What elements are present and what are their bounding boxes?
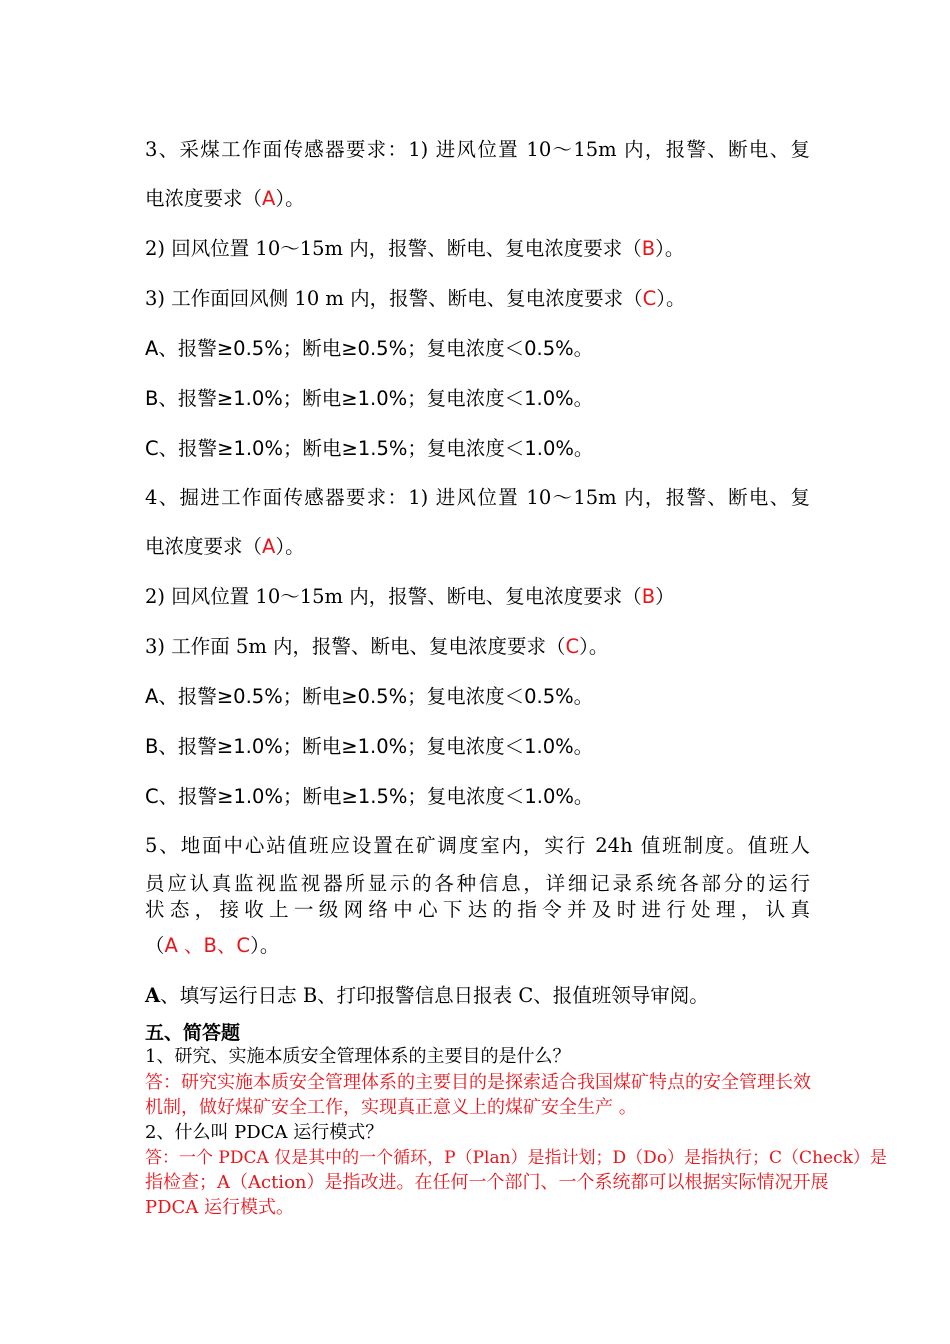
q5-stem-line3: 状态，接收上一级网络中心下达的指令并及时进行处理，认真: [145, 898, 810, 921]
q4-option-a: A、报警≥0.5%；断电≥0.5%；复电浓度＜0.5%。: [145, 685, 594, 708]
answer-mark: A: [262, 187, 276, 210]
short-a2-line1: 答：一个 PDCA 仅是其中的一个循环，P（Plan）是指计划；D（Do）是指执行；C（Check）是: [145, 1148, 887, 1168]
q3-stem-line1: 3、采煤工作面传感器要求：1) 进风位置 10～15m 内，报警、断电、复: [145, 138, 810, 161]
q4-stem-line1: 4、掘进工作面传感器要求：1) 进风位置 10～15m 内，报警、断电、复: [145, 486, 810, 509]
q4-sub3: 3) 工作面 5m 内，报警、断电、复电浓度要求（C）。: [145, 635, 609, 658]
short-a2-line2: 指检查；A（Action）是指改进。在任何一个部门、一个系统都可以根据实际情况开展: [145, 1172, 829, 1193]
q3-option-a: A、报警≥0.5%；断电≥0.5%；复电浓度＜0.5%。: [145, 337, 594, 360]
short-a2-line3: PDCA 运行模式。: [145, 1197, 295, 1218]
answer-mark: A: [262, 535, 276, 558]
q5-options: A、填写运行日志 B、打印报警信息日报表 C、报值班领导审阅。: [145, 984, 709, 1007]
short-a1-line2: 机制，做好煤矿安全工作，实现真正意义上的煤矿安全生产 。: [145, 1097, 637, 1118]
short-q1: 1、研究、实施本质安全管理体系的主要目的是什么？: [145, 1046, 571, 1067]
answer-mark: A 、B、C: [164, 934, 251, 957]
q3-option-b: B、报警≥1.0%；断电≥1.0%；复电浓度＜1.0%。: [145, 387, 594, 410]
answer-mark: B: [641, 237, 656, 260]
q4-stem-line2: 电浓度要求（A）。: [145, 535, 305, 558]
answer-mark: C: [642, 287, 657, 310]
q4-sub2: 2) 回风位置 10～15m 内，报警、断电、复电浓度要求（B）: [145, 585, 675, 608]
q5-stem-line2: 员应认真监视监视器所显示的各种信息，详细记录系统各部分的运行: [145, 872, 810, 895]
q3-stem-line2: 电浓度要求（A）。: [145, 187, 305, 210]
q3-option-c: C、报警≥1.0%；断电≥1.5%；复电浓度＜1.0%。: [145, 437, 594, 460]
short-a1-line1: 答：研究实施本质安全管理体系的主要目的是探索适合我国煤矿特点的安全管理长效: [145, 1072, 811, 1093]
q3-sub3: 3) 工作面回风侧 10 m 内，报警、断电、复电浓度要求（C）。: [145, 287, 686, 310]
q5-stem-line1: 5、地面中心站值班应设置在矿调度室内，实行 24h 值班制度。值班人: [145, 834, 810, 857]
answer-mark: B: [641, 585, 656, 608]
q5-answer-line: （A 、B、C）。: [145, 934, 280, 957]
q4-option-c: C、报警≥1.0%；断电≥1.5%；复电浓度＜1.0%。: [145, 785, 594, 808]
q3-sub2: 2) 回风位置 10～15m 内，报警、断电、复电浓度要求（B）。: [145, 237, 685, 260]
section-heading: 五、简答题: [145, 1022, 241, 1044]
short-q2: 2、什么叫 PDCA 运行模式？: [145, 1122, 384, 1143]
answer-mark: C: [565, 635, 580, 658]
q4-option-b: B、报警≥1.0%；断电≥1.0%；复电浓度＜1.0%。: [145, 735, 594, 758]
